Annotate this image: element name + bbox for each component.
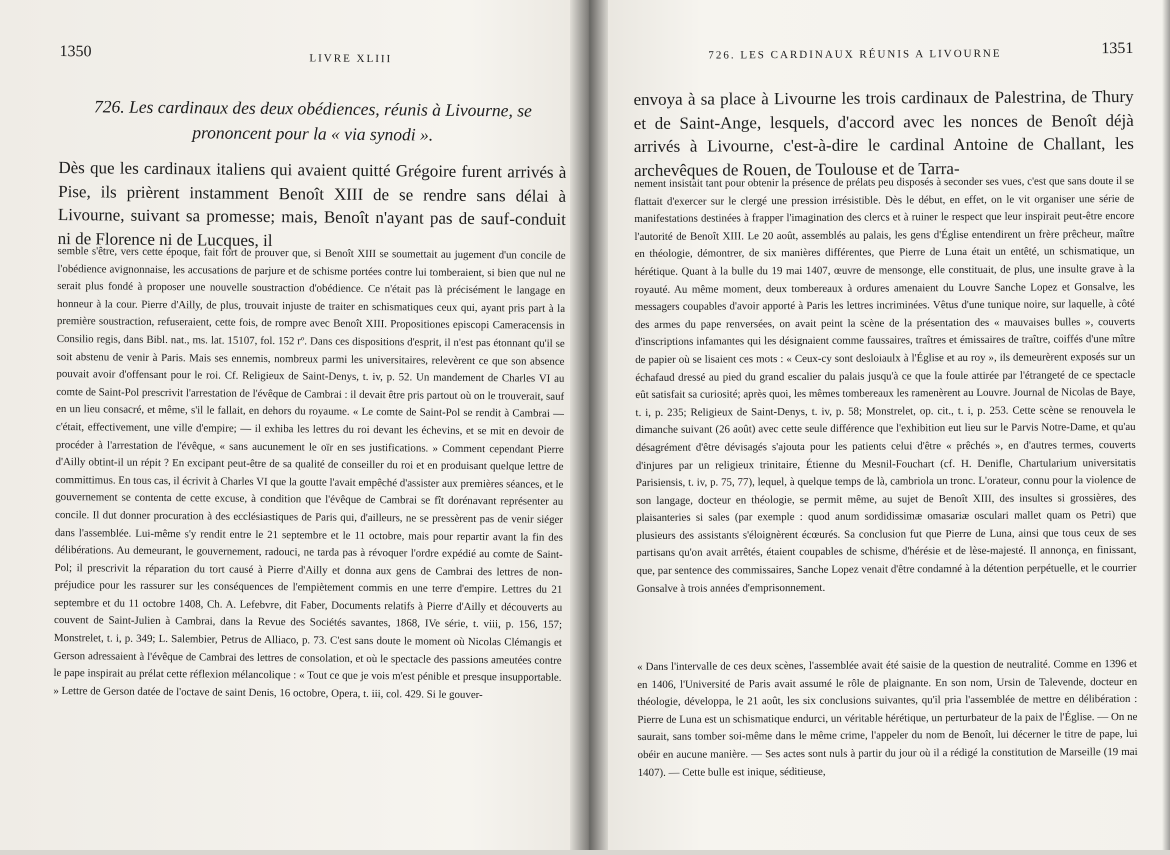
right-running-header bbox=[633, 39, 1134, 68]
right-footnote-continued: nement insistait tant pour obtenir la présence de prélats peu disposés à seconder ses vues, c'est que sans doute il se flattait d'exercer sur le clergé une pression irrésistible. Dès le début, en effet, on le vit organiser une série de manifestations destinées à frapper l'imagination des clercs et à ruiner le respect que leur inspirait peut-être encore l'autorité de Benoît XIII. Le 20 août, assemblés au palais, les gens d'Église entendirent un frère prêcheur, maître en théologie, démontrer, de six manières différentes, que Pierre de Luna était un entêté, un schismatique, un hérétique. Quant à la bulle du 19 mai 1407, œuvre de mensonge, elle constituait, de plus, une insulte grave à la royauté. Au même moment, deux tombereaux à ordures amenaient du Louvre Sanche Lopez et Gonsalve, les messagers coupables d'avoir apporté à Paris les lettres incriminées. Vêtus d'une tunique noire, sur laquelle, à côté des armes du pape renversées, on avait peint la scène de la présentation des « mauvaises bulles », couverts d'inscriptions infamantes qui les désignaient comme faussaires, traîtres et émissaires de traître, coiffés d'une mître de papier où se lisaient ces mots : « Ceux-cy sont desloiaulx à l'Église et au roy », ils demeurèrent exposés sur un échafaud dressé au pied du grand escalier du palais jusqu'à ce que la foule attirée par l'étrangeté de ce spectacle eût satisfait sa curiosité; après quoi, les mêmes tombereaux les ramenèrent au Louvre. Journal de Nicolas de Baye, t. i, p. 235; Religieux de Saint-Denys, t. iv, p. 58; Monstrelet, op. cit., t. i, p. 253. Cette scène se renouvela le dimanche suivant (26 août) avec cette seule différence que l'exhibition eut lieu sur le Parvis Notre-Dame, et qu'au désagrément d'être dévisagés s'ajouta pour les patients celui d'être « prêchés », en d'autres termes, couverts d'injures par un religieux trinitaire, Étienne du Mesnil-Fouchart (cf. H. Denifle, Chartularium universitatis Parisiensis, t. iv, p. 75, 77), lequel, à quelque temps de là, cambriola un tronc. L'orateur, connu pour la violence de son langage, docteur en théologie, se permit même, au sujet de Benoît XIII, des insultes si grossières, des plaisanteries si sales (par exemple : quod anum sordidissimæ omasariæ osculari mallet quam os Petri) que plusieurs des assistants s'éloignèrent écœurés. Sa conclusion fut que Pierre de Luna, ainsi que tous ceux de ses partisans qu'on avait arrêtés, étaient coupables de schisme, d'hérésie et de lèse-majesté. Il annonça, en finissant, que, par sentence des commissaires, Sanche Lopez venait d'être condamné à la détention perpétuelle, et le courrier Gonsalve à trois années d'emprisonnement. bbox=[634, 174, 1137, 595]
left-running-title: LIVRE XLIII bbox=[309, 52, 393, 66]
right-page bbox=[633, 0, 1138, 850]
book-gutter-shadow bbox=[570, 0, 608, 850]
left-footnote: semble s'être, vers cette époque, fait fort de prouver que, si Benoît XIII se soumettait au jugement d'un concile de l'obédience avignonnaise, les accusations de parjure et de schisme portées contre lui tomberaient, si bien que nul ne serait plus fondé à proposer une nouvelle soustraction d'obédience. Ce n'était pas là précisément le langage en honneur à la cour. Pierre d'Ailly, de plus, trouvait injuste de traiter en schismatiques ceux qui, ayant pris part à la première soustraction, refuseraient, cette fois, de rompre avec Benoît XIII. Propositiones episcopi Cameracensis in Consilio regis, dans Bibl. nat., ms. lat. 15107, fol. 152 rº. Dans ces dispositions d'esprit, il n'est pas étonnant qu'il se soit abstenu de venir à Paris. Mais ses ennemis, nombreux parmi les universitaires, relevèrent ce que son absence pouvait avoir d'offensant pour le roi. Cf. Religieux de Saint-Denys, t. iv, p. 52. Un mandement de Charles VI au comte de Saint-Pol prescrivit l'arrestation de l'évêque de Cambrai : il devait être pris partout où on le trouverait, sauf en un lieu consacré, et même, s'il le fallait, en dehors du royaume. « Le comte de Saint-Pol se rendit à Cambrai — c'était, effectivement, une ville d'empire; — il exhiba les lettres du roi devant les échevins, et se mit en devoir de procéder à l'arrestation de l'évêque, « sans aucunement le oïr en ses justifications. » Comment cependant Pierre d'Ailly obtint-il un répit ? En excipant peut-être de sa qualité de conseiller du roi et en produisant quelque lettre de committimus. En tous cas, il écrivit à Charles VI que la goutte l'avait empêché d'assister aux premières séances, et le gouvernement se contenta de cette excuse, à condition que l'évêque de Cambrai se fît dorénavant représenter au concile. Il dut donner procuration à des ecclésiastiques de Paris qui, d'ailleurs, ne se pressèrent pas de venir siéger dans l'assemblée. Lui-même s'y rendit entre le 21 septembre et le 11 octobre, mais pour repartir avant la fin des délibérations. Au demeurant, le gouvernement, radouci, ne tarda pas à révoquer l'ordre expédié au comte de Saint-Pol; il prescrivit la réparation du tort causé à Pierre d'Ailly et donna aux gens de Cambrai des lettres de non-préjudice pour les rassurer sur les conséquences de l'empiètement commis en une terre d'empire. Lettres du 21 septembre et du 11 octobre 1408, Ch. A. Lefebvre, dit Faber, Documents relatifs à Pierre d'Ailly et découverts au couvent de Saint-Julien à Cambrai, dans la Revue des Sociétés savantes, 1868, IVe série, t. viii, p. 156, 157; Monstrelet, t. i, p. 349; L. Salembier, Petrus de Alliaco, p. 73. C'est sans doute le moment où Nicolas Clémangis et Gerson adressaient à l'évêque de Cambrai des lettres de consolation, et où le spectacle des passions ameutées contre le pape inspirait au prélat cette réflexion mélancolique : « Tout ce que je vois m'est pénible et presque insupportable. » Lettre de Gerson datée de l'octave de saint Denis, 16 octobre, Opera, t. iii, col. 429. Si le gouver- bbox=[53, 244, 566, 701]
right-footnote-paragraph: « Dans l'intervalle de ces deux scènes, l'assemblée avait été saisie de la question de neutralité. Comme en 1396 et en 1406, l'Université de Paris avait assumé le rôle de plaignante. En son nom, Ursin de Talevende, docteur en théologie, développa, le 21 août, les six conclusions suivantes, qu'il pria l'assemblée de mettre en délibération : Pierre de Luna est un schismatique endurci, un véritable hérétique, un perturbateur de la paix de l'Église. — On ne saurait, sans tomber soi-même dans le même crime, l'appeler du nom de Benoît, lui décerner le titre de pape, lui obéir en aucune manière. — Ses actes sont nuls à partir du jour où il a rédigé la constitution de Marseille (19 mai 1407). — Cette bulle est inique, séditieuse, bbox=[637, 657, 1138, 779]
right-main-text: envoya à sa place à Livourne les trois cardinaux de Palestrina, de Thury et de Saint-Ange, lesquels, d'accord avec les nonces de Benoît déjà arrivés à Livourne, c'est-à-dire le cardinal Antoine de Challant, les archevêques de Rouen, de Toulouse et de Tarra- bbox=[633, 86, 1134, 180]
right-running-title: 726. LES CARDINAUX RÉUNIS A LIVOURNE bbox=[708, 47, 1002, 62]
left-running-header bbox=[59, 42, 567, 73]
left-page-number: 1350 bbox=[59, 42, 92, 61]
left-page bbox=[52, 0, 568, 855]
page-edge-shadow bbox=[1162, 0, 1170, 850]
section-heading: 726. Les cardinaux des deux obédiences, réunis à Livourne, se prononcent pour la « via synodi ». bbox=[94, 96, 532, 145]
left-main-text: Dès que les cardinaux italiens qui avaient quitté Grégoire furent arrivés à Pise, ils prièrent instamment Benoît XIII de se rendre sans délai à Livourne, suivant sa promesse; mais, Benoît n'ayant pas de sauf-conduit ni de Florence ni de Lucques, il bbox=[57, 157, 567, 250]
right-page-number: 1351 bbox=[1101, 39, 1134, 58]
